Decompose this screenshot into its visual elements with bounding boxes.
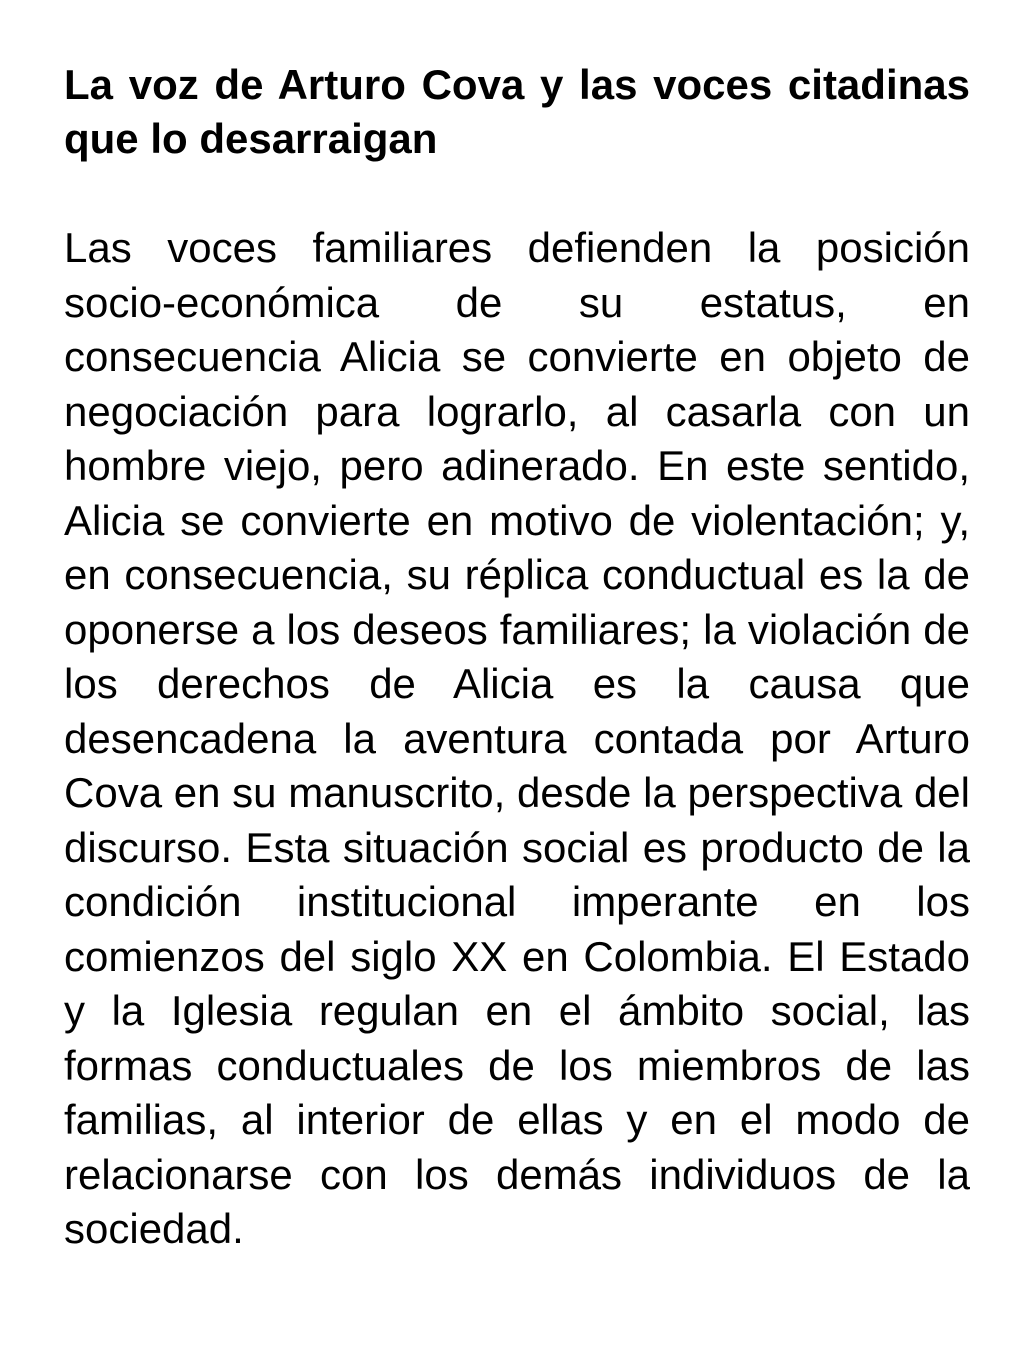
slide-content <box>64 58 970 1257</box>
slide-body-paragraph: Las voces familiares defienden la posición socio-económica de su estatus, en consecuencia Alicia se convierte en objeto de negociación para lograrlo, al casarla con un hombre viejo, pero adinerado. En este sentido, Alicia se convierte en motivo de violentación; y, en consecuencia, su réplica conductual es la de oponerse a los deseos familiares; la violación de los derechos de Alicia es la causa que desencadena la aventura contada por Arturo Cova en su manuscrito, desde la perspectiva del discurso. Esta situación social es producto de la condición institucional imperante en los comienzos del siglo XX en Colombia. El Estado y la Iglesia regulan en el ámbito social, las formas conductuales de los miembros de las familias, al interior de ellas y en el modo de relacionarse con los demás individuos de la sociedad. <box>64 224 970 1252</box>
slide-title: La voz de Arturo Cova y las voces citadinas que lo desarraigan <box>64 61 970 162</box>
